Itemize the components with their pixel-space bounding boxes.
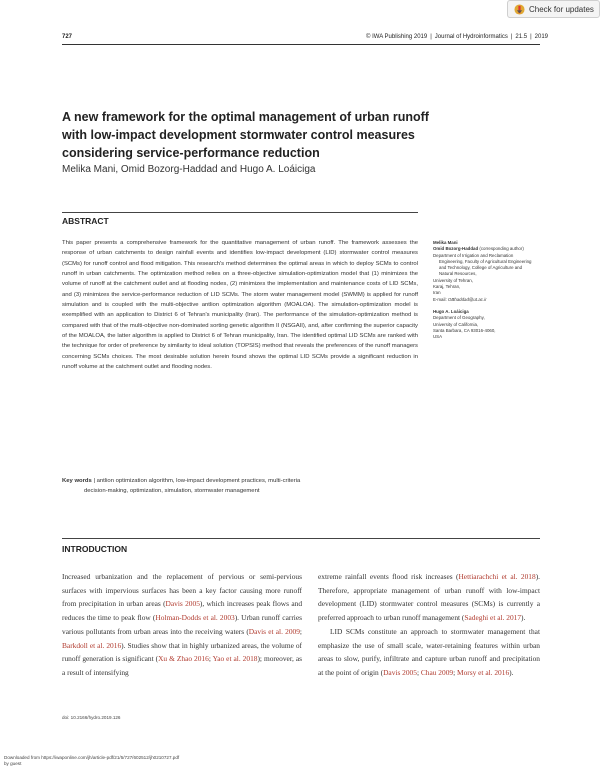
email-label: E-mail: — [433, 296, 447, 302]
author-affiliations — [433, 240, 543, 340]
citation-link[interactable]: Morsy et al. 2016 — [457, 667, 510, 677]
author-list: Melika Mani, Omid Bozorg-Haddad and Hugo A. Loáiciga — [62, 164, 316, 175]
author2-name: Omid Bozorg-Haddad — [433, 246, 479, 252]
affiliation-line: Iran — [433, 290, 441, 296]
check-updates-icon — [514, 4, 525, 15]
body-column-right — [318, 570, 540, 680]
journal-name: Journal of Hydroinformatics — [434, 34, 508, 40]
citation-link[interactable]: Holman-Dodds et al. 2003 — [155, 613, 235, 623]
affiliation-line: and Technology, College of Agriculture and — [439, 265, 523, 271]
author1-name: Melika Mani — [433, 240, 458, 245]
keywords-line-1: antlion optimization algorithm, low-impact development practices, multi-criteria — [96, 478, 301, 484]
keywords-label: Key words — [62, 478, 92, 484]
check-for-updates-button[interactable] — [507, 0, 600, 18]
email-link[interactable]: OBhaddad@ut.ac.ir — [447, 296, 487, 302]
citation-link[interactable]: Sadeghi et al. 2017 — [464, 613, 522, 623]
citation-link[interactable]: Davis 2005 — [165, 599, 200, 609]
doi[interactable]: doi: 10.2166/hydro.2019.126 — [62, 715, 121, 720]
page-number: 727 — [62, 34, 73, 40]
abstract-divider — [62, 212, 418, 213]
download-url[interactable]: Downloaded from https://iwaponline.com/jh/article-pdf/21/5/727/602512/jh0210727.pdf — [4, 755, 180, 760]
download-guest: by guest — [4, 761, 22, 766]
affiliation-line: Department of Irrigation and Reclamation — [433, 252, 514, 258]
affiliation-line: USA — [433, 334, 443, 340]
copyright: © IWA Publishing 2019 — [366, 34, 428, 40]
keywords-separator: | — [93, 478, 95, 484]
affiliation-line: University of Tehran, — [433, 277, 473, 283]
introduction-divider — [62, 538, 540, 539]
citation-link[interactable]: Hettiarachchi et al. 2018 — [458, 572, 536, 581]
article-title: A new framework for the optimal management of urban runoff with low-impact development stormwater control measures considering service-performance reduction — [62, 110, 429, 160]
abstract-heading: ABSTRACT — [62, 216, 109, 226]
citation-link[interactable]: Chau 2009 — [420, 667, 454, 677]
affiliation-line: Santa Barbara, CA 93016-4060, — [433, 327, 496, 333]
corresponding-note: (corresponding author) — [479, 246, 524, 252]
year: 2019 — [534, 34, 548, 40]
citation-link[interactable]: Davis et al. 2009 — [248, 626, 300, 636]
affiliation-line: Natural Resources, — [439, 271, 477, 277]
citation-link[interactable]: Yao et al. 2018 — [212, 654, 258, 664]
volume-issue: 21.5 — [515, 34, 528, 40]
citation-link[interactable]: Barkdoll et al. 2016 — [62, 640, 122, 650]
header-divider — [62, 44, 540, 45]
affiliation-line: Karaj, Tehran, — [433, 284, 461, 290]
introduction-heading: INTRODUCTION — [62, 544, 128, 554]
affiliation-line: University of California, — [433, 321, 479, 327]
paragraph: extreme rainfall events flood risk increases (Hettiarachchi et al. 2018). Therefore, appropriate management of urban runoff with low-impact development (LID) stormwater control measures (SCMs) is currently a preferred approach to urban runoff management (Sadeghi et al. 2017). — [318, 572, 540, 623]
paragraph: Increased urbanization and the replacement of pervious or semi-pervious surfaces with impervious surfaces has been a key factor causing more runoff from precipitation in urban areas (Davis 2005), which increases peak flows and reduces the time to peak flow (Holman-Dodds et al. 2003). Urban runoff carries various pollutants from urban areas into the receiving waters (Davis et al. 2009; Barkdoll et al. 2016). Studies show that in highly urbanized areas, the volume of runoff generation is significant (Xu & Zhao 2016; Yao et al. 2018); moreover, as a result of intensifying — [62, 572, 303, 677]
citation-link[interactable]: Xu & Zhao 2016 — [158, 654, 209, 664]
journal-header: © IWA Publishing 2019 | Journal of Hydroinformatics | 21.5 | 2019 — [366, 34, 548, 40]
body-column-left — [62, 570, 302, 680]
paragraph: LID SCMs constitute an approach to stormwater management that emphasize the use of small scale, water-retaining features within urban areas to slow, purify, infiltrate and capture urban runoff and precipitation at the point of origin (Davis 2005; Chau 2009; Morsy et al. 2016). — [318, 626, 540, 677]
download-footer — [4, 755, 179, 767]
keywords-line-2: decision-making, optimization, simulation, stormwater management — [84, 488, 260, 494]
affiliation-line: Engineering, Faculty of Agricultural Engineering — [439, 258, 532, 264]
citation-link[interactable]: Davis 2005 — [383, 667, 417, 677]
keywords — [62, 476, 418, 496]
abstract-text: This paper presents a comprehensive framework for the quantitative management of urban runoff. The framework assesses the response of urban catchments to design rainfall events and identifies low-impact development (LID) stormwater control measures (SCMs) for runoff control and flood mitigation. This research's method determines the optimal areas in which to deploy SCMs to control runoff in urban catchments. The optimization method relies on a three-objective simulation-optimization model that (1) minimizes the volume of runoff at the catchment outlet and at flooding nodes, (2) minimizes the implementation and maintenance costs of LID SCMs, and (3) minimizes the service-performance reduction of LID SCMs. The storm water management model (SWMM) is applied for runoff simulation and is coupled with the multi-objective antlion optimization algorithm (MOALOA). The simulation-optimization model is exemplified with an application to District 6 of Tehran's municipality (Iran). The performance of the simulation-optimization method is compared with that of the multi-objective non-dominated sorting genetic algorithm II (NSGAII), and, after confirming the superior capacity of the MOALOA, the latter algorithm is applied to District 6 of Tehran municipality, Iran. The identified optimal LID SCMs are ranked with the technique for order of preference by similarity to ideal solution (TOPSIS) method that reveals the preferences of the runoff managers concerning SCMs choices. The most desirable solution herein found shows the optimal LID SCMs provide a significant reduction in runoff volume at the catchment outlet and flooding nodes. — [62, 240, 418, 371]
check-updates-label: Check for updates — [529, 4, 594, 14]
affiliation-line: Department of Geography, — [433, 315, 485, 321]
author3-name: Hugo A. Loáiciga — [433, 308, 469, 314]
